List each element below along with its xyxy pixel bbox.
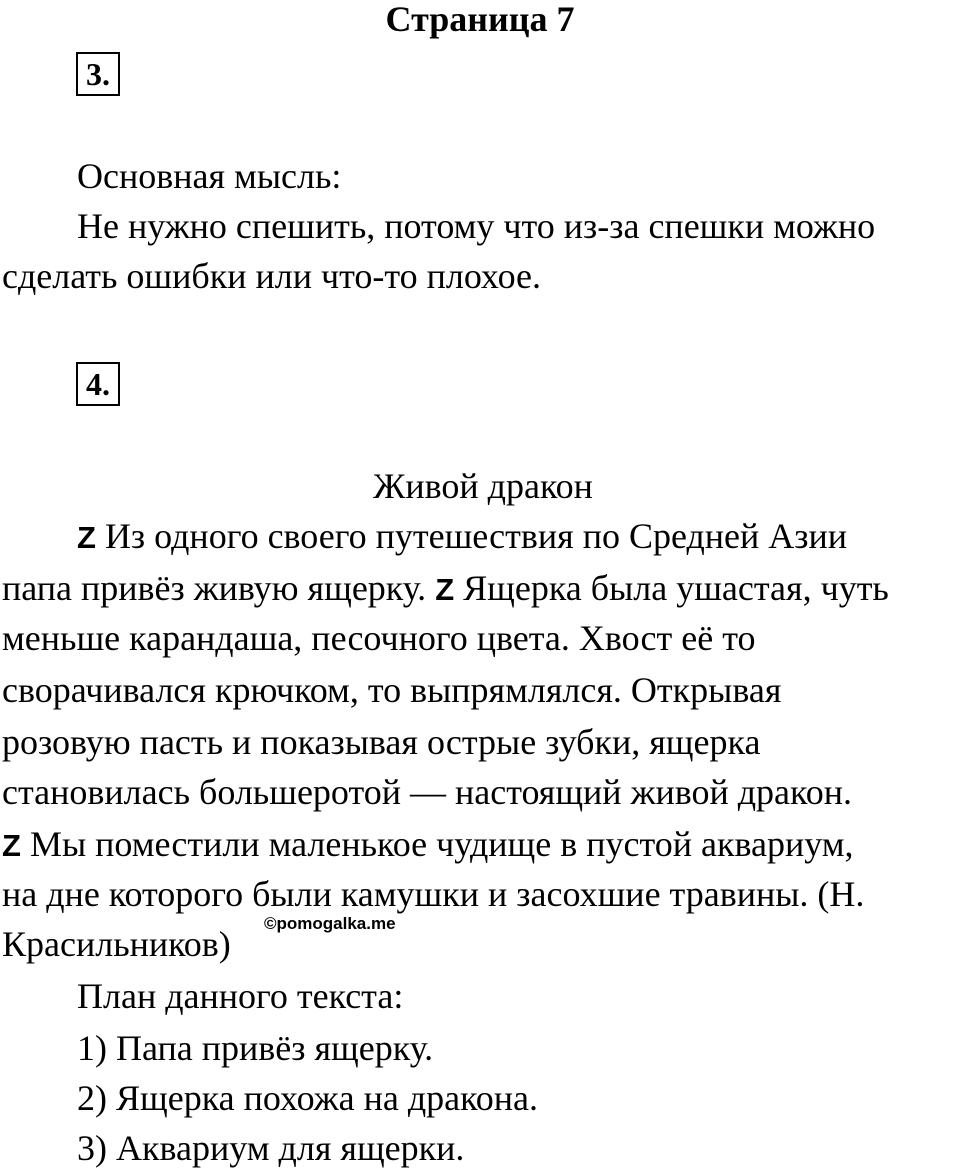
story-text: Из одного своего путешествия по Средней Азии: [95, 516, 848, 556]
plan-item: 2) Ящерка похожа на дракона.: [77, 1078, 539, 1118]
paragraph-marker: Z: [77, 520, 96, 555]
story-line: [2, 566, 889, 612]
task-number-4: 4.: [76, 362, 120, 406]
story-line: на дне которого были камушки и засохшие травины. (Н.: [2, 874, 865, 914]
plan-item: 3) Аквариум для ящерки.: [77, 1128, 465, 1168]
watermark: ©pomogalka.me: [264, 914, 396, 933]
paragraph-marker: Z: [2, 828, 21, 863]
task-number-3: 3.: [76, 52, 120, 96]
story-line: сворачивался крючком, то выпрямлялся. Открывая: [2, 670, 782, 710]
paragraph-marker: Z: [435, 572, 455, 607]
story-line: меньше карандаша, песочного цвета. Хвост её то: [2, 618, 756, 658]
story-title: Живой дракон: [373, 466, 593, 506]
story-text: Ящерка была ушастая, чуть: [454, 568, 889, 608]
story-line: [2, 822, 854, 868]
main-idea-text-line: Не нужно спешить, потому что из-за спешки можно: [77, 206, 876, 246]
story-text: папа привёз живую ящерку.: [2, 568, 436, 608]
plan-item: 1) Папа привёз ящерку.: [77, 1028, 434, 1068]
story-line: Красильников): [2, 924, 231, 964]
story-text: Мы поместили маленькое чудище в пустой аквариум,: [20, 824, 854, 864]
page-title: Страница 7: [385, 0, 575, 39]
story-line: [77, 514, 847, 560]
story-line: становилась большеротой — настоящий живой дракон.: [2, 772, 852, 812]
main-idea-label: Основная мысль:: [77, 156, 342, 196]
story-line: розовую пасть и показывая острые зубки, ящерка: [2, 722, 761, 762]
plan-title: План данного текста:: [77, 976, 404, 1016]
main-idea-text-line: сделать ошибки или что-то плохое.: [2, 256, 541, 296]
